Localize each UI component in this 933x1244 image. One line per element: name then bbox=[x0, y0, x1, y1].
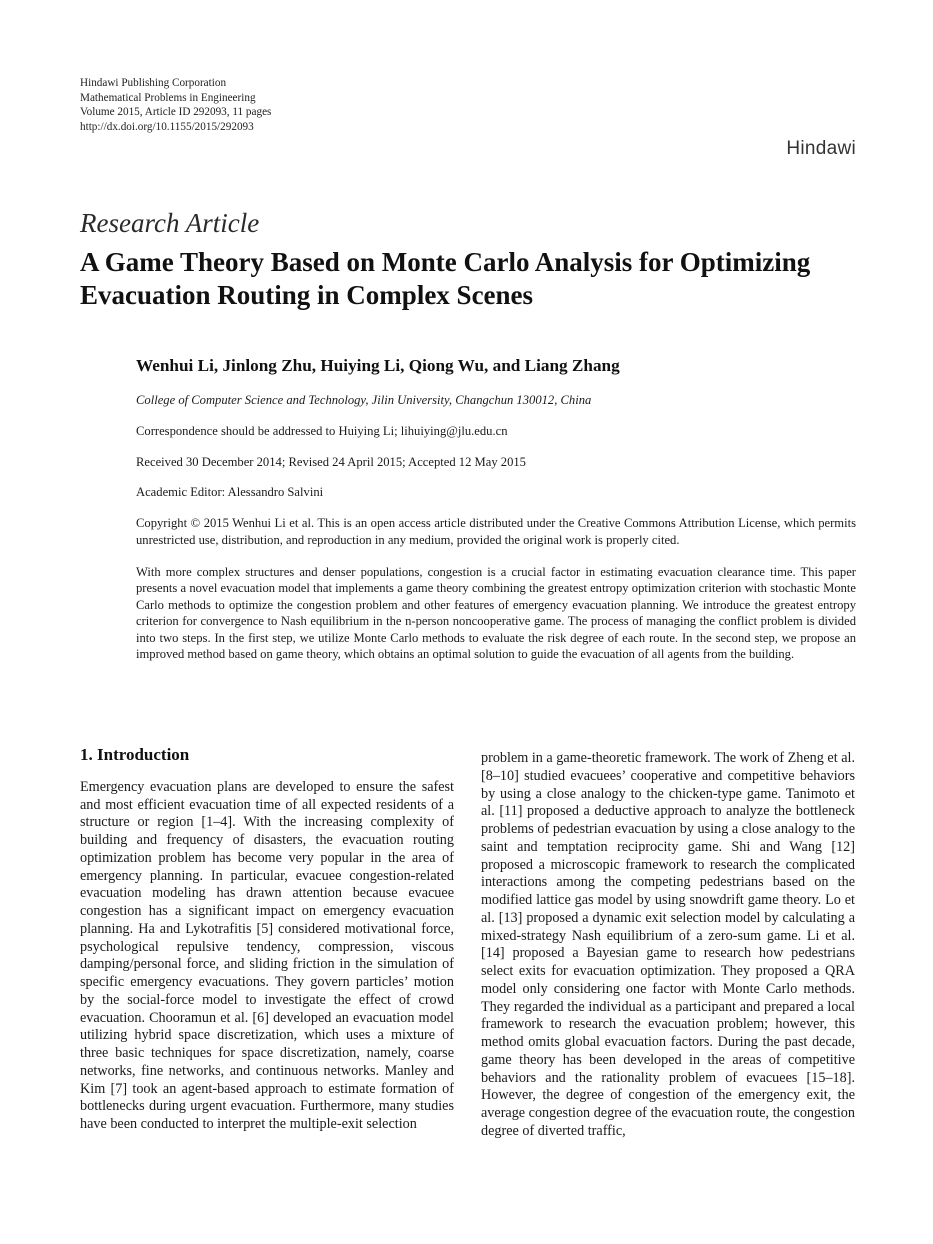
hindawi-logo: Hindawi bbox=[786, 138, 856, 159]
body-right-column bbox=[481, 750, 855, 1141]
article-type: Research Article bbox=[80, 208, 260, 238]
correspondence: Correspondence should be addressed to Huiying Li; lihuiying@jlu.edu.cn bbox=[136, 424, 508, 438]
body-left-column bbox=[80, 746, 454, 1134]
abstract: With more complex structures and denser populations, congestion is a crucial factor in estimating evacuation clearance time. This paper presents a novel evacuation model that implements a game theory combining the greatest entropy optimization criterion with stochastic Monte Carlo methods to optimize the congestion problem and other features of emergency evacuation planning. We introduce the greatest entropy criterion for convergence to Nash equilibrium in the n-person noncooperative game. The process of managing the conflict problem is divided into two steps. In the first step, we utilize Monte Carlo methods to evaluate the risk degree of each route. In the second step, we propose an improved method based on game theory, which obtains an optimal solution to guide the evacuation of all agents from the building. bbox=[136, 565, 856, 662]
copyright-notice: Copyright © 2015 Wenhui Li et al. This is an open access article distributed under the Creative Commons Attribution License, which permits unrestricted use, distribution, and reproduction in any medium, provided the original work is properly cited. bbox=[136, 516, 856, 547]
author-list: Wenhui Li, Jinlong Zhu, Huiying Li, Qiong Wu, and Liang Zhang bbox=[136, 356, 620, 375]
academic-editor: Academic Editor: Alessandro Salvini bbox=[136, 485, 324, 499]
journal-header bbox=[80, 76, 271, 134]
volume-line: Volume 2015, Article ID 292093, 11 pages bbox=[80, 106, 272, 118]
publisher-line: Hindawi Publishing Corporation bbox=[80, 77, 227, 89]
doi-link[interactable]: http://dx.doi.org/10.1155/2015/292093 bbox=[80, 120, 254, 133]
introduction-paragraph: Emergency evacuation plans are developed to ensure the safest and most efficient evacuation time of all expected residents of a structure or region [1–4]. With the increasing complexity of building and frequency of disasters, the evacuation routing optimization problem has become very popular in the area of emergency planning. In particular, evacuee congestion-related evacuation modeling has drawn attention because evacuee congestion has a significant impact on emergency evacuation planning. Ha and Lykotrafitis [5] considered motivational force, psychological repulsive tendency, compression, viscous damping/personal force, and sliding friction in the simulation of specific emergency evacuations. They govern particles’ motion by the social-force model to investigate the effect of crowd evacuation. Chooramun et al. [6] developed an evacuation model utilizing hybrid space discretization, which uses a mixture of three basic techniques for space discretization, namely, coarse networks, fine networks, and continuous networks. Manley and Kim [7] took an agent-based approach to estimate formation of bottlenecks during urgent evacuation. Furthermore, many studies have been conducted to interpret the multiple-exit selection bbox=[80, 778, 454, 1132]
section-heading-introduction: 1. Introduction bbox=[80, 745, 190, 764]
publication-dates: Received 30 December 2014; Revised 24 April 2015; Accepted 12 May 2015 bbox=[136, 455, 526, 469]
affiliation: College of Computer Science and Technology, Jilin University, Changchun 130012, China bbox=[136, 393, 592, 407]
journal-name-line: Mathematical Problems in Engineering bbox=[80, 91, 256, 104]
introduction-paragraph-continued: problem in a game-theoretic framework. The work of Zheng et al. [8–10] studied evacuees’ cooperative and competitive behaviors by using a close analogy to the chicken-type game. Tanimoto et al. [11] proposed a deductive approach to analyze the bottleneck problems of pedestrian evacuation by using a close analogy to the saint and temptation reciprocity game. Shi and Wang [12] proposed a microscopic framework to research the complicated interactions among the competing pedestrians based on the modified lattice gas model by using snowdrift game theory. Lo et al. [13] proposed a dynamic exit selection model by calculating a mixed-strategy Nash equilibrium of a zero-sum game. Li et al. [14] proposed a Bayesian game to research how pedestrians select exits for evacuation optimization. They proposed a QRA model only considering one factor with Monte Carlo methods. They regarded the individual as a participant and prepared a local framework to research the evacuation problem; however, this method omits global evacuation factors. During the past decade, game theory has been developed in the areas of competitive behaviors and the rationality problem of evacuees [15–18]. However, the degree of congestion of the emergency exit, the average congestion degree of the evacuation route, the congestion degree of diverted traffic, bbox=[481, 750, 855, 1139]
article-title: A Game Theory Based on Monte Carlo Analysis for Optimizing Evacuation Routing in Complex Scenes bbox=[80, 247, 811, 310]
